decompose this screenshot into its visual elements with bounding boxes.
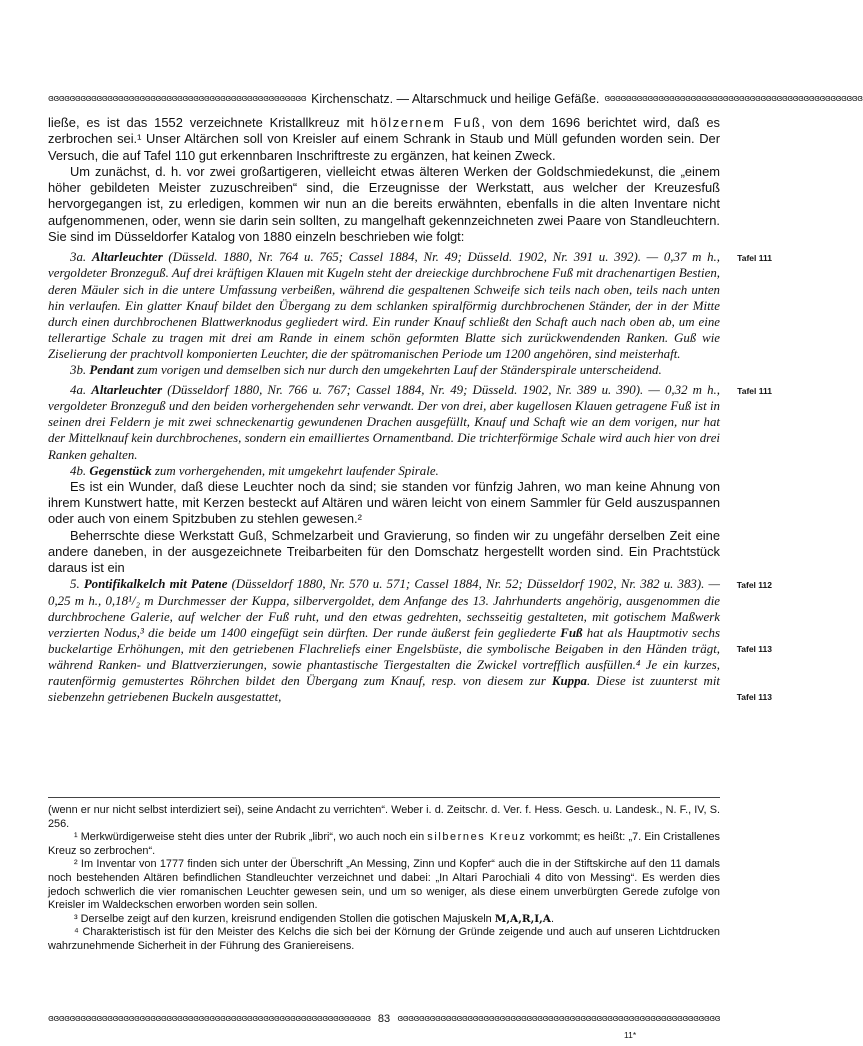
catalog-entry-4b: 4b. Gegenstück zum vorhergehenden, mit umgekehrt laufender Spirale. (70, 463, 439, 478)
page-number: 83 (377, 1013, 391, 1025)
signature-mark: 11* (624, 1030, 637, 1040)
margin-ref-tafel-111-b: Tafel 111 (737, 386, 772, 397)
paragraph-wunder: Es ist ein Wunder, daß diese Leuchter noch da sind; sie standen vor fünfzig Jahren, wo man keine Ahnung von ihrem Kunstwert hatte, mit Kerzen besteckt auf Altären und wären leicht von einem Sammler für Geld auszuspannen oder auch von einem Spitzbuben zu stehlen gewesen.² (48, 478, 720, 527)
footnote-1: ¹ Merkwürdigerweise steht dies unter der Rubrik „libri“, wo auch noch ein silbernes Kreuz vorkommt; es heißt: „7. Ein Cristallenes Kreuz so zerbrochen“. (48, 831, 721, 857)
footnote-continuation: (wenn er nur nicht selbst interdiziert sei), seine Andacht zu verrichten“. Weber i. d. Zeitschr. d. Ver. f. Hess. Gesch. u. Landesk., N. F., IV, S. 256. (48, 804, 720, 830)
emphasis-silbernes-kreuz: silbernes Kreuz (427, 831, 527, 844)
margin-ref-tafel-113-b: Tafel 113 (736, 692, 772, 703)
entry-4b-title: Gegenstück (89, 463, 152, 478)
footer-ornament-left: ɞɞɞɞɞɞɞɞɞɞɞɞɞɞɞɞɞɞɞɞɞɞɞɞɞɞɞɞɞɞɞɞɞɞɞɞɞɞɞɞɞɞɞɞɞɞɞɞɞɞɞɞɞɞɞɞɞɞɞɞ (48, 1014, 371, 1024)
paragraph-standleuchter: Um zunächst, d. h. vor zwei großartigeren, vielleicht etwas älteren Werken der Goldschmiedekunst, die „einem höher gebildeten Meister zuzuschreiben“ sind, die Erzeugnisse der Werkstatt, aus welcher der Kreuzesfuß hervorgegangen ist, zu erledigen, kommen wir nun an die bereits erwähnten, ebenfalls in die alten Inventare nicht aufgenommenen, oder, wenn sie darin sein sollten, zu mangelhaft gekennzeichneten zwei Paare von Standleuchtern. Sie sind im Düsseldorfer Katalog von 1880 einzeln beschrieben wie folgt: (48, 163, 720, 245)
emphasis-hoelzernem-fuss: hölzernem Fuß (370, 115, 482, 130)
footnote-2: ² Im Inventar von 1777 finden sich unter der Überschrift „An Messing, Zinn und Kopfer“ auch die in der Stiftskirche auf den 11 damals noch bestehenden Altären befindlichen Standleuchter verzeichnet und dabei: „In Altari Parochiali 4 dito von Messing“. Es werden dies jedoch schwerlich die vier romanischen Leuchter gewesen sein, und um so weniger, als diese einem unverbürgten Gerede zufolge von Kreisler im Waldeckschen erworben worden sein sollen. (48, 858, 720, 912)
footnote-separator (48, 797, 720, 798)
catalog-entry-5: 5. Pontifikalkelch mit Patene (Düsseldorf 1880, Nr. 570 u. 571; Cassel 1884, Nr. 52; Düsseldorf 1902, Nr. 382 u. 383). — 0,25 m h., 0,18¹/₂ m Durchmesser der Kuppa, silbervergoldet, dem Anfange des 13. Jahrhunderts angehörig, ausgenommen die durchbrochene Galerie, auf welcher der Fuß ruht, und den etwas gedrehten, sechsseitig gestalteten, mit gotischem Maßwerk verzierten Nodus,³ die beide um 1400 eingefügt sein dürften. Der runde äußerst fein gegliederte Fuß hat als Hauptmotiv sechs buckelartige Erhöhungen, mit den getriebenen Flachreliefs einer Engelsbüste, die symbolische Beigaben in den Händen trägt, während Ranken- und Blattverzierungen, sowie phantastische Tiergestalten die Zwickel vortrefflich ausfüllen.⁴ Je ein kurzes, rautenförmig gemustertes Röhrchen bildet den Übergang zum Knauf, resp. von diesem zur Kuppa. Diese ist zuunterst mit siebenzehn getriebenen Buckeln ausgestattet, Tafel 112 Tafel 113 Tafel 113 (48, 577, 772, 705)
footnote-3: ³ Derselbe zeigt auf den kurzen, kreisrund endigenden Stollen die gotischen Majuskeln M,A,R,I,A. (74, 912, 554, 925)
page-footer (48, 1012, 720, 1026)
running-title: Kirchenschatz. — Altarschmuck und heilige Gefäße. (311, 92, 600, 106)
body-text (48, 115, 772, 705)
running-header (48, 91, 863, 107)
entry-5-title: Pontifikalkelch mit Patene (83, 577, 228, 592)
catalog-entry-4a: 4a. Altarleuchter (Düsseldorf 1880, Nr. 766 u. 767; Cassel 1884, Nr. 49; Düsseld. 1902, Nr. 389 u. 390). — 0,32 m h., vergoldeter Bronzeguß und den beiden vorhergehenden sehr verwandt. Der von drei, aber kugellosen Klauen getragene Fuß ist in seinen drei Feldern je mit zwei schneckenartig gewundenen Drachen ausgefüllt, Knauf und Schaft wie an dem vorigen, nur hat der Mittelknauf kein durchbrochenes, sondern ein emailliertes Ornamentband. Die trichterförmige Schale wird auch hier von drei Ranken gehalten. Tafel 111 (48, 383, 772, 462)
paragraph-werkstatt: Beherrschte diese Werkstatt Guß, Schmelzarbeit und Gravierung, so finden wir zu ungefähr derselben Zeit eine andere daneben, in der ausgezeichnete Treibarbeiten für den Domschatz hergestellt worden sind. Ein Prachtstück daraus ist ein (48, 527, 720, 576)
catalog-entry-3a: 3a. Altarleuchter (Düsseld. 1880, Nr. 764 u. 765; Cassel 1884, Nr. 49; Düsseld. 1902, Nr. 391 u. 392). — 0,37 m h., vergoldeter Bronzeguß. Auf drei kräftigen Klauen mit Kugeln steht der dreieckige durchbrochene Fuß mit drachenartigen Bestien, deren Mäuler sich in die untere Umfassung verbeißen, während die gespaltenen Schweife sich teils nach oben, teils nach unten hin verlaufen. Ein glatter Knauf bildet den Übergang zu dem schlanken spiralförmig durchbrochenen Ständer, der in der Mitte durch einen durchbrochenen Blattwerknodus gegliedert wird. Ein runder Knauf schließt den Schaft auch nach oben ab, um eine tellerartige Schale zu tragen mit drei am Rande in einem schön geformten Blatte sich zurückwendenden Ranken. Guß wie Ziselierung der prachtvoll komponierten Leuchter, die der spätromanischen Periode um 1200 angehören, sind meisterhaft. Tafel 111 (48, 250, 772, 361)
header-ornament-left: ɞɞɞɞɞɞɞɞɞɞɞɞɞɞɞɞɞɞɞɞɞɞɞɞɞɞɞɞɞɞɞɞɞɞɞɞɞɞɞɞɞɞɞɞɞɞɞɞ (48, 94, 307, 104)
paragraph-kristallkreuz: ließe, es ist das 1552 verzeichnete Kristallkreuz mit hölzernem Fuß, von dem 1696 berichtet wird, daß es zerbrochen sei.¹ Unser Altärchen soll von Kreisler auf einem Schrank in Staub und Müll gefunden worden sein. Der Versuch, die auf Tafel 110 gut erkennbaren Inschriftreste zu ergänzen, hat keinen Zweck. (48, 115, 720, 163)
keyword-fuss: Fuß (560, 625, 583, 640)
footnote-4: ⁴ Charakteristisch ist für den Meister des Kelchs die sich bei der Körnung der Gründe zeigende und auch auf unseren Lichtdrucken wahrzunehmende Sicherheit in der Führung des Graniereisens. (48, 926, 720, 952)
keyword-kuppa: Kuppa (551, 674, 587, 689)
entry-3a-title: Altarleuchter (91, 250, 163, 265)
footnotes (48, 804, 720, 954)
margin-ref-tafel-113: Tafel 113 (736, 644, 772, 655)
margin-ref-tafel-111: Tafel 111 (737, 253, 772, 264)
margin-ref-tafel-112: Tafel 112 (736, 580, 772, 591)
blackletter-majuskeln: M,A,R,I,A (494, 912, 551, 925)
entry-3b-title: Pendant (89, 363, 134, 378)
header-ornament-right: ɞɞɞɞɞɞɞɞɞɞɞɞɞɞɞɞɞɞɞɞɞɞɞɞɞɞɞɞɞɞɞɞɞɞɞɞɞɞɞɞɞɞɞɞɞɞɞɞ (604, 94, 863, 104)
catalog-entry-3b: 3b. Pendant zum vorigen und demselben sich nur durch den umgekehrten Lauf der Ständerspirale unterscheidend. (70, 363, 662, 378)
footer-ornament-right: ɞɞɞɞɞɞɞɞɞɞɞɞɞɞɞɞɞɞɞɞɞɞɞɞɞɞɞɞɞɞɞɞɞɞɞɞɞɞɞɞɞɞɞɞɞɞɞɞɞɞɞɞɞɞɞɞɞɞɞɞ (397, 1014, 720, 1024)
entry-4a-title: Altarleuchter (91, 383, 163, 398)
